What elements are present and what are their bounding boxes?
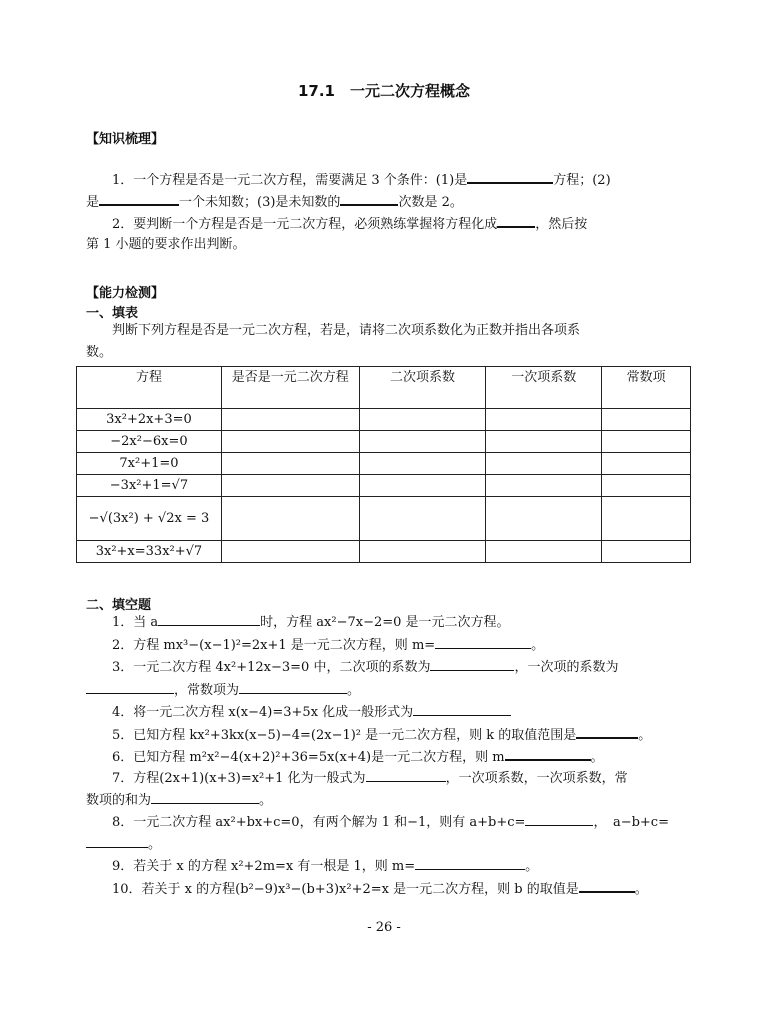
equation-cell: 7x²+1=0 [77,453,222,475]
blank[interactable] [340,192,398,206]
equation-cell: 3x²+2x+3=0 [77,409,222,431]
knowledge-item-1-line2: 是 一个未知数；(3)是未知数的 次数是 2。 [86,192,463,212]
answer-cell[interactable] [486,431,602,453]
question-1: 1．当 a 时，方程 ax²−7x−2=0 是一元二次方程。 [112,615,510,630]
answer-cell[interactable] [359,497,486,541]
blank[interactable] [415,857,525,870]
table-row [77,541,691,563]
blank[interactable] [467,170,553,184]
blank[interactable] [497,214,535,228]
knowledge-item-1-line1: 1．一个方程是否是一元二次方程，需要满足 3 个条件：(1)是 方程；(2) [112,170,611,190]
answer-cell[interactable] [486,541,602,563]
table-row [77,453,691,475]
answer-cell[interactable] [221,541,359,563]
equation-cell: 3x²+x=33x²+√7 [77,541,222,563]
answer-cell[interactable] [602,431,691,453]
answer-cell[interactable] [486,475,602,497]
part1-description: 判断下列方程是否是一元二次方程，若是，请将二次项系数化为正数并指出各项系 [112,323,581,338]
blank[interactable] [99,192,179,206]
answer-cell[interactable] [359,431,486,453]
header-quadratic-coef: 二次项系数 [359,367,486,409]
knowledge-item-2-line2: 第 1 小题的要求作出判断。 [86,237,246,252]
answer-cell[interactable] [221,497,359,541]
table-row [77,409,691,431]
header-is-quadratic: 是否是一元二次方程 [221,367,359,409]
question-7-line1: 7．方程(2x+1)(x+3)=x²+1 化为一般式为 ，一次项系数，一次项系数，常 [112,771,628,786]
table-row [77,431,691,453]
header-constant: 常数项 [602,367,691,409]
blank[interactable] [151,791,259,804]
equation-cell: −3x²+1=√7 [77,475,222,497]
answer-cell[interactable] [359,475,486,497]
answer-cell[interactable] [486,453,602,475]
question-4: 4．将一元二次方程 x(x−4)=3+5x 化成一般形式为 [112,703,511,722]
blank[interactable] [413,703,511,716]
table-row [77,497,691,541]
question-3-line1: 3．一元二次方程 4x²+12x−3=0 中，二次项的系数为 ，一次项的系数为 [112,660,619,675]
answer-cell[interactable] [486,497,602,541]
answer-cell[interactable] [602,453,691,475]
question-8-line2: 。 [86,835,161,854]
page-title: 17.1 一元二次方程概念 [297,82,470,100]
blank[interactable] [366,769,446,782]
blank[interactable] [239,681,347,694]
equation-table [76,366,691,563]
blank[interactable] [86,681,174,694]
table-header-row [77,367,691,409]
header-equation: 方程 [77,367,222,409]
question-8-line1: 8．一元二次方程 ax²+bx+c=0，有两个解为 1 和−1，则有 a+b+c= ， a−b+c= [112,815,669,830]
section-ability-heading: 【能力检测】 [86,286,165,301]
blank[interactable] [158,613,260,626]
question-7-line2: 数项的和为 。 [86,793,273,808]
question-3-line2: ，常数项为 。 [86,681,360,700]
page-number: - 26 - [367,920,401,935]
blank[interactable] [430,658,514,671]
answer-cell[interactable] [221,431,359,453]
answer-cell[interactable] [359,409,486,431]
answer-cell[interactable] [221,475,359,497]
question-6: 6．已知方程 m²x²−4(x+2)²+36=5x(x+4)是一元二次方程，则 m 。 [112,747,604,767]
equation-cell: −√(3x²) + √2x = 3 [77,497,222,541]
section-knowledge-heading: 【知识梳理】 [86,132,165,147]
blank[interactable] [525,813,593,826]
blank[interactable] [435,636,531,649]
question-10: 10．若关于 x 的方程(b²−9)x³−(b+3)x²+2=x 是一元二次方程，则 b 的取值是 。 [112,879,648,899]
knowledge-item-2-line1: 2．要判断一个方程是否是一元二次方程，必须熟练掌握将方程化成 ，然后按 [112,214,587,234]
answer-cell[interactable] [602,541,691,563]
answer-cell[interactable] [221,409,359,431]
question-9: 9．若关于 x 的方程 x²+2m=x 有一根是 1，则 m= 。 [112,859,539,874]
answer-cell[interactable] [359,541,486,563]
blank[interactable] [576,725,638,739]
blank[interactable] [86,835,148,848]
part2-heading: 二、填空题 [86,598,152,613]
answer-cell[interactable] [602,497,691,541]
question-5: 5．已知方程 kx²+3kx(x−5)−4=(2x−1)² 是一元二次方程，则 k 的取值范围是 。 [112,725,651,745]
blank[interactable] [579,879,635,893]
equation-cell: −2x²−6x=0 [77,431,222,453]
answer-cell[interactable] [359,453,486,475]
part1-heading: 一、填表 [86,306,139,321]
blank[interactable] [505,747,591,761]
answer-cell[interactable] [486,409,602,431]
table-row [77,475,691,497]
answer-cell[interactable] [221,453,359,475]
question-2: 2．方程 mx³−(x−1)²=2x+1 是一元二次方程，则 m= 。 [112,638,545,653]
part1-description-cont: 数。 [86,345,113,360]
answer-cell[interactable] [602,409,691,431]
header-linear-coef: 一次项系数 [486,367,602,409]
answer-cell[interactable] [602,475,691,497]
